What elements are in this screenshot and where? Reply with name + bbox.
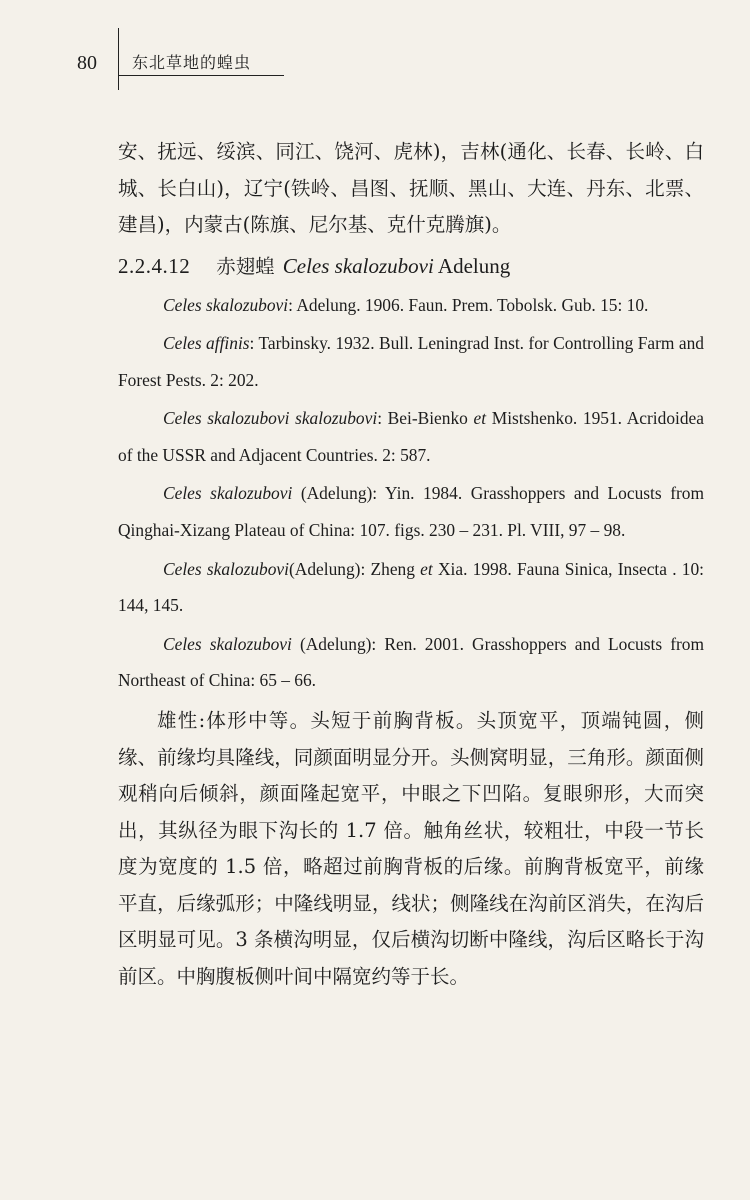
citation-text: (Adelung): Zheng xyxy=(288,558,421,579)
citation-taxon: Celes skalozubovi xyxy=(163,633,292,654)
intro-paragraph: 安、抚远、绥滨、同江、饶河、虎林)，吉林(通化、长春、长岭、白城、长白山)，辽宁(铁岭、昌图、抚顺、黑山、大连、丹东、北票、建昌)，内蒙古(陈旗、尼尔基、克什克腾旗)。 xyxy=(118,140,704,236)
citation xyxy=(118,475,704,548)
header-horizontal-rule xyxy=(118,75,284,76)
citation xyxy=(118,287,704,324)
citation xyxy=(118,551,704,624)
page-content xyxy=(118,134,704,995)
citation-text: Xia. 1998. Fauna Sinica, Insecta . 10: 144, 145. xyxy=(118,558,704,616)
citation-et: et xyxy=(420,558,433,579)
citation-text: : Bei-Bienko xyxy=(377,408,474,429)
citation xyxy=(118,626,704,699)
header-vertical-rule xyxy=(118,28,119,90)
citation-taxon: Celes skalozubovi xyxy=(163,558,289,579)
species-latin-name xyxy=(283,248,510,284)
morphology-description: 雄性:体形中等。头短于前胸背板。头顶宽平，顶端钝圆，侧缘、前缘均具隆线，同颜面明显分开。头侧窝明显，三角形。颜面侧观稍向后倾斜，颜面隆起宽平，中眼之下凹陷。复眼卵形，大而突出，其纵径为眼下沟长的 1.7 倍。触角丝状，较粗壮，中段一节长度为宽度的 1.5 倍，略超过前胸背板的后缘。前胸背板宽平，前缘平直，后缘弧形；中隆线明显，线状；侧隆线在沟前区消失，在沟后区明显可见。3 条横沟明显，仅后横沟切断中隆线，沟后区略长于沟前区。中胸腹板侧叶间中隔宽约等于长。 xyxy=(118,709,704,988)
citation xyxy=(118,325,704,398)
citation-et: et xyxy=(473,408,487,429)
citation-text: (Adelung): Yin. 1984. Grasshoppers and Locusts from Qinghai-Xizang Plateau of China: 107. figs. 230 – 231. Pl. VIII, 97 – 98. xyxy=(118,483,704,541)
citation-taxon: Celes skalozubovi skalozubovi xyxy=(163,408,378,429)
citation-text: : Tarbinsky. 1932. Bull. Leningrad Inst. for Controlling Farm and Forest Pests. 2: 202. xyxy=(118,333,704,390)
page-number: 80 xyxy=(77,52,97,74)
citation-taxon: Celes skalozubovi xyxy=(163,294,289,315)
species-chinese-name: 赤翅蝗 xyxy=(216,254,275,278)
citation-text: Mistshenko. 1951. Acridoidea of the USSR and Adjacent Countries. 2: 587. xyxy=(118,408,704,465)
section-number: 2.2.4.12 xyxy=(118,253,191,278)
citation-taxon: Celes skalozubovi xyxy=(163,483,293,504)
section-heading xyxy=(118,248,704,285)
citation-text: : Adelung. 1906. Faun. Prem. Tobolsk. Gub. 15: 10. xyxy=(288,294,649,315)
running-title: 东北草地的蝗虫 xyxy=(132,53,252,72)
citation-text: (Adelung): Ren. 2001. Grasshoppers and Locusts from Northeast of China: 65 – 66. xyxy=(118,633,705,691)
citation-taxon: Celes affinis xyxy=(163,333,250,354)
species-author: Adelung xyxy=(437,253,511,278)
species-binomial: Celes skalozubovi xyxy=(282,253,434,278)
page-header xyxy=(0,0,750,100)
citation xyxy=(118,400,704,473)
